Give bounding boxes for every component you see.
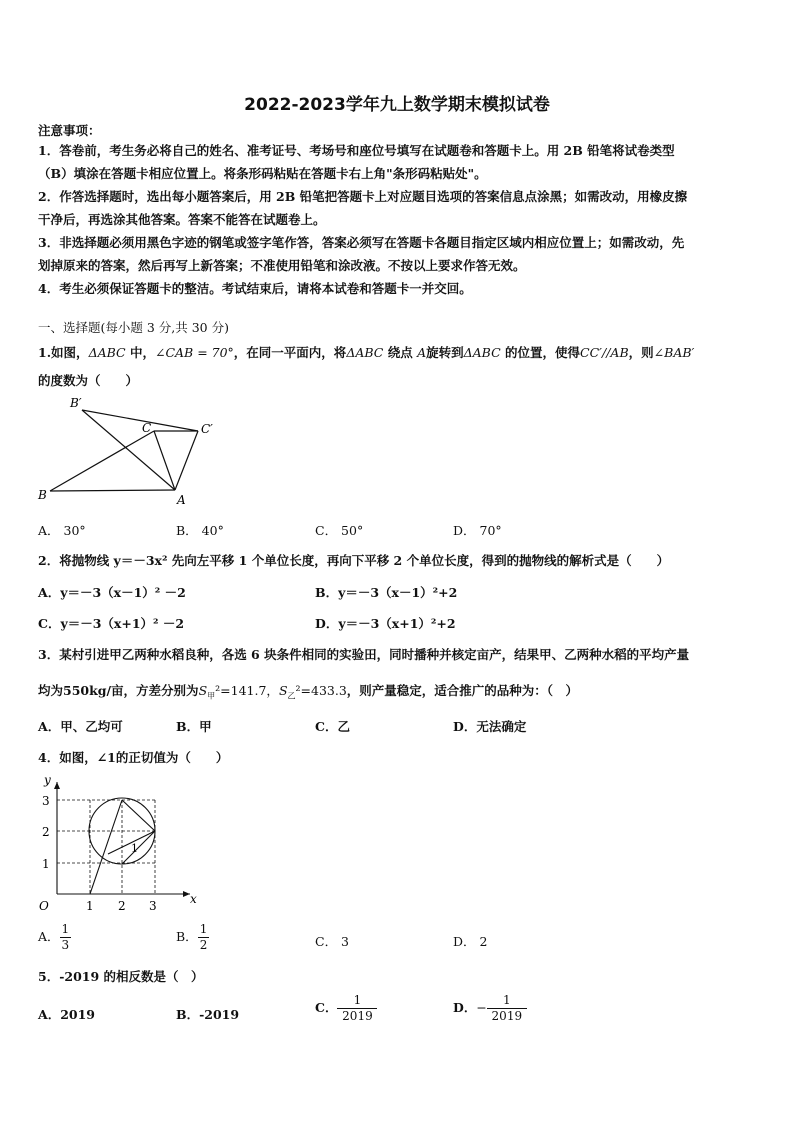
y-axis-label: y <box>44 773 51 787</box>
q5-option-a: A．2019 <box>38 1007 95 1022</box>
question-5-stem: 5．-2019 的相反数是（ ） <box>38 969 204 984</box>
y-tick-2: 2 <box>42 825 50 839</box>
q5-option-b: B．-2019 <box>176 1007 240 1022</box>
question-1-stem: 1.如图，ΔABC 中，∠CAB = 70°，在同一平面内，将ΔABC 绕点 A旋转到ΔABC 的位置，使得CC′//AB，则∠BAB′ <box>38 345 695 360</box>
notice-item-1: 1．答卷前，考生务必将自己的姓名、准考证号、考场号和座位号填写在试题卷和答题卡上。用 2B 铅笔将试卷类型 <box>38 143 675 158</box>
y-tick-1: 1 <box>42 857 50 871</box>
label-c-prime: C′ <box>201 422 213 436</box>
label-b: B <box>38 488 47 502</box>
notice-item-3-cont: 划掉原来的答案，然后再写上新答案；不准使用铅笔和涂改液。不按以上要求作答无效。 <box>38 258 526 273</box>
notice-item-3: 3．非选择题必须用黑色字迹的钢笔或签字笔作答，答案必须写在答题卡各题目指定区域内相应位置上；如需改动，先 <box>38 235 685 250</box>
q2-option-b: B．y＝－3（x－1）²+2 <box>315 585 458 600</box>
q3-option-a: A．甲、乙均可 <box>38 719 123 734</box>
q1-option-d: D． 70° <box>453 523 502 538</box>
q2-option-d: D．y＝－3（x+1）²+2 <box>315 616 456 631</box>
q1-option-c: C． 50° <box>315 523 364 538</box>
q5-option-d: D．− $\frac{1}{2019}$ <box>453 993 527 1024</box>
notice-item-2-cont: 干净后，再选涂其他答案。答案不能答在试题卷上。 <box>38 212 326 227</box>
x-tick-2: 2 <box>118 899 126 913</box>
question-4-stem: 4．如图，∠1的正切值为（ ） <box>38 750 229 765</box>
q4-option-d: D． 2 <box>453 934 488 949</box>
x-tick-1: 1 <box>86 899 94 913</box>
segment-top-right <box>122 800 155 831</box>
question-1-figure <box>32 392 232 507</box>
x-tick-3: 3 <box>149 899 157 913</box>
notice-item-1-cont: （B）填涂在答题卡相应位置上。将条形码粘贴在答题卡右上角"条形码粘贴处"。 <box>38 166 487 181</box>
segment-c1a <box>175 431 198 490</box>
question-4-figure <box>34 770 204 918</box>
notice-item-4: 4．考生必须保证答题卡的整洁。考试结束后，请将本试卷和答题卡一并交回。 <box>38 281 472 296</box>
angle-label: 1 <box>131 842 138 855</box>
q3-option-b: B．甲 <box>176 719 212 734</box>
q5-option-c: C． $\frac{1}{2019}$ <box>315 993 377 1024</box>
x-axis-label: x <box>190 892 197 906</box>
notice-item-2: 2．作答选择题时，选出每小题答案后，用 2B 铅笔把答题卡上对应题目选项的答案信息点涂黑；如需改动，用橡皮擦 <box>38 189 688 204</box>
section-heading: 一、选择题(每小题 3 分,共 30 分) <box>38 320 229 335</box>
question-1-stem-cont: 的度数为（ ） <box>38 373 139 388</box>
q2-option-c: C．y＝－3（x+1）² －2 <box>38 616 185 631</box>
notice-heading: 注意事项： <box>38 123 101 138</box>
chord-line <box>90 800 122 894</box>
q3-option-c: C．乙 <box>315 719 350 734</box>
q2-option-a: A．y＝－3（x－1）² －2 <box>38 585 186 600</box>
q1-option-a: A． 30° <box>38 523 86 538</box>
q4-option-a: A． $\frac{1}{3}$ <box>38 922 70 952</box>
q1-option-b: B． 40° <box>176 523 224 538</box>
segment-b1c1 <box>82 410 198 431</box>
q3-option-d: D．无法确定 <box>453 719 527 734</box>
page-title: 2022-2023学年九上数学期末模拟试卷 <box>244 95 550 115</box>
q4-option-c: C． 3 <box>315 934 349 949</box>
origin-label: O <box>39 899 49 913</box>
q4-option-b: B． $\frac{1}{2}$ <box>176 922 208 952</box>
y-tick-3: 3 <box>42 794 50 808</box>
question-2-stem: 2．将抛物线 y＝－3x² 先向左平移 1 个单位长度，再向下平移 2 个单位长度，得到的抛物线的解析式是（ ） <box>38 553 670 568</box>
question-3-stem-cont: 均为550kg/亩，方差分别为$S_甲^2=141.7$，$S_乙^2=433.3$，则产量稳定，适合推广的品种为：（ ） <box>38 683 579 701</box>
label-b-prime: B′ <box>70 396 82 410</box>
label-c: C <box>142 421 152 435</box>
segment-bc <box>50 431 154 491</box>
segment-ba <box>50 490 175 491</box>
label-a: A <box>177 493 186 507</box>
question-3-stem: 3．某村引进甲乙两种水稻良种，各选 6 块条件相同的实验田，同时播种并核定亩产，结果甲、乙两种水稻的平均产量 <box>38 647 690 662</box>
